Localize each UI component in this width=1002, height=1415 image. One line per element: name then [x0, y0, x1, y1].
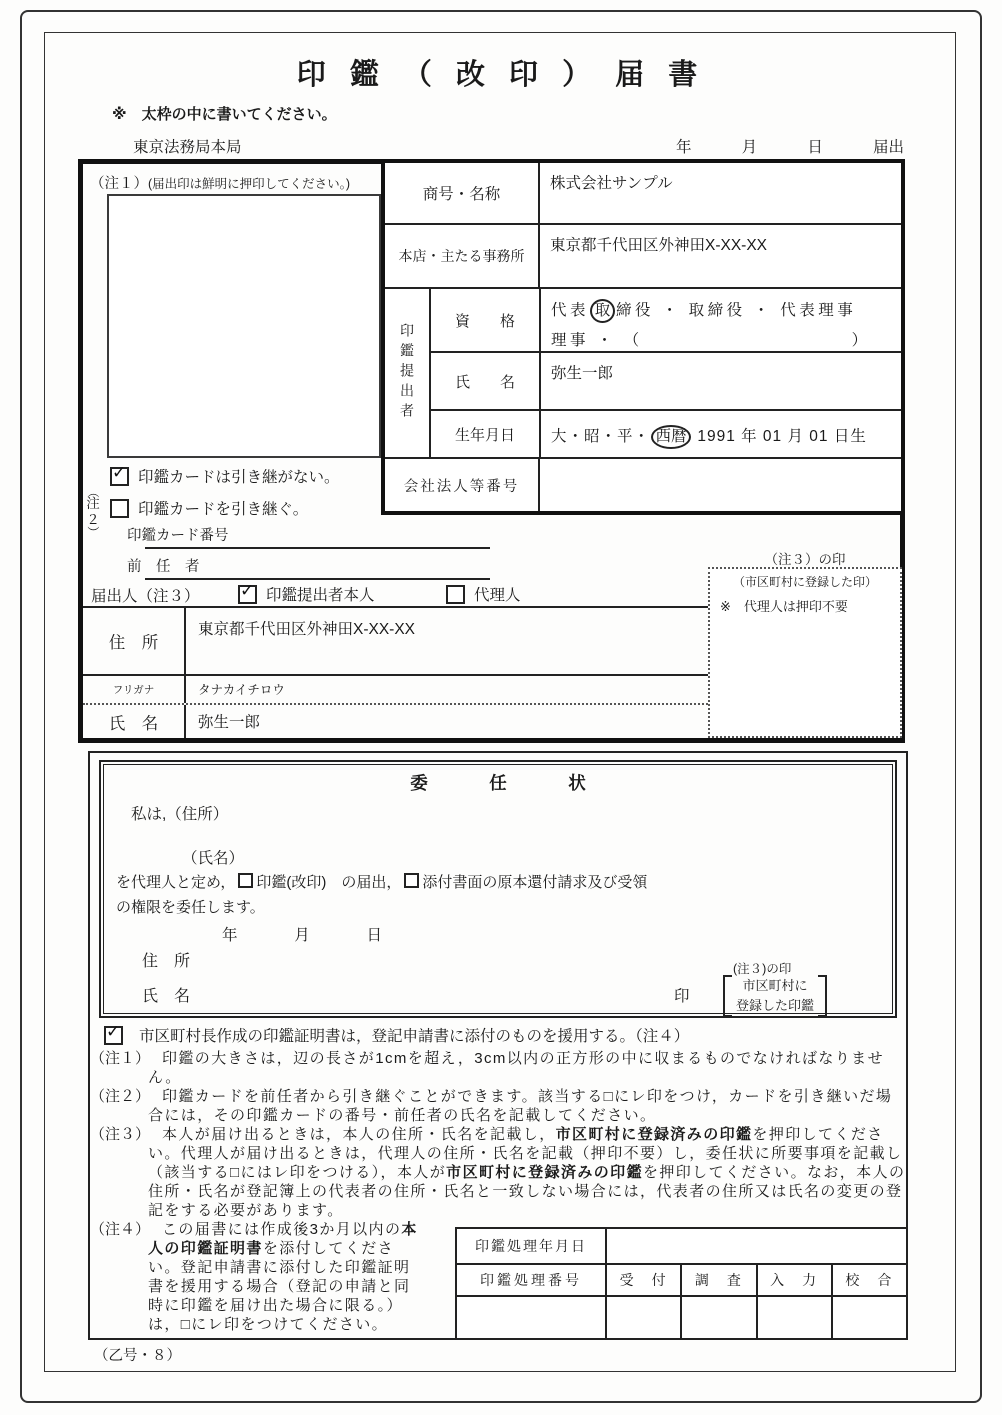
seal-impression-header	[90, 172, 350, 193]
bold-frame-instruction: ※ 太枠の中に書いてください。	[112, 106, 337, 123]
qualification-post: 締役 ・ 取締役 ・ 代表理事	[616, 302, 857, 319]
processing-number-value[interactable]	[457, 1297, 607, 1338]
corporate-number-value[interactable]	[540, 459, 901, 511]
note3-seal-line2: ※ 代理人は押印不要	[720, 599, 848, 614]
date-month-label: 月	[741, 139, 758, 156]
processing-col-input: 入 力	[758, 1265, 833, 1295]
poa-line3-pre: を代理人と定め，	[116, 874, 236, 891]
poa-line2: （氏名）	[182, 850, 245, 867]
date-day-label: 日	[807, 139, 823, 156]
submission-date-line	[676, 135, 904, 157]
poa-date-month: 月	[294, 927, 310, 944]
address-row	[83, 608, 708, 676]
note-1	[90, 1049, 906, 1087]
qualification-label: 資 格	[431, 289, 541, 351]
note1-ref-label: （注１）	[90, 176, 148, 192]
certificate-reuse-row	[104, 1024, 689, 1046]
date-submit-label: 届出	[872, 139, 904, 156]
name-label: 氏 名	[83, 705, 186, 738]
processing-col-reception: 受 付	[607, 1265, 682, 1295]
note-3	[90, 1125, 906, 1220]
poa-address-label: 住 所	[142, 953, 191, 970]
processing-date-label: 印鑑処理年月日	[457, 1229, 607, 1263]
corporate-number-row	[385, 459, 901, 511]
representative-name-label: 氏 名	[431, 353, 541, 409]
bracket-left-icon	[723, 975, 732, 1017]
processing-number-label: 印鑑処理番号	[457, 1265, 607, 1295]
seal-card-number-field[interactable]	[145, 527, 490, 549]
applicant-agent-label: 代理人	[474, 587, 521, 604]
seal-card-number-label: 印鑑カード番号	[127, 528, 229, 544]
poa-seal-note-line1: 市区町村に	[742, 978, 808, 993]
poa-date-line	[222, 923, 382, 945]
note-1-label: （注１）	[90, 1050, 151, 1067]
head-office-value[interactable]: 東京都千代田区外神田X-XX-XX	[550, 237, 768, 254]
poa-date-year: 年	[222, 927, 238, 944]
processing-table	[455, 1227, 908, 1340]
applicant-self-option	[238, 583, 375, 605]
poa-line3-mid: 印鑑(改印) の届出，	[256, 874, 402, 891]
qualification-value[interactable]	[541, 289, 901, 351]
note3-seal-box[interactable]	[708, 567, 902, 738]
note-4-label: （注４）	[90, 1221, 151, 1238]
card-no-takeover-row	[110, 465, 340, 487]
submitter-group-rows	[385, 289, 901, 459]
furigana-row	[83, 676, 708, 705]
processing-date-value[interactable]	[607, 1229, 906, 1263]
seal-impression-hint: (届出印は鮮明に押印してください。)	[148, 177, 351, 191]
poa-line3-end: 添付書面の原本還付請求及び受領	[422, 874, 648, 891]
note2-vertical-label	[84, 485, 102, 539]
poa-line1: 私は,（住所）	[131, 806, 229, 823]
processing-col-examination: 調 査	[682, 1265, 757, 1295]
bracket-right-icon	[818, 975, 827, 1017]
company-name-label: 商号・名称	[385, 163, 540, 223]
card-takeover-row	[110, 497, 308, 519]
processing-input-cell[interactable]	[758, 1297, 833, 1338]
predecessor-field[interactable]	[145, 558, 490, 580]
checkbox-poa-document-return[interactable]	[404, 873, 419, 888]
qualification-row	[431, 289, 901, 353]
processing-collation-cell[interactable]	[833, 1297, 906, 1338]
seal-impression-box[interactable]	[107, 194, 381, 458]
note-2-text: 印鑑カードを前任者から引き継ぐことができます。該当する□にレ印をつけ，カードを引き継いだ場合には，その印鑑カードの番号・前任者の氏名を記載してください。	[148, 1088, 893, 1124]
processing-header-row	[457, 1265, 906, 1297]
name-value[interactable]: 弥生一郎	[198, 714, 261, 731]
circled-selection: 取	[590, 299, 615, 323]
submitter-group-label-cell	[385, 289, 431, 457]
applicant-address-table	[83, 606, 708, 738]
birthdate-era-options: 大・昭・平・	[551, 428, 651, 445]
birthdate-row	[431, 411, 901, 457]
note2-char1: 注	[86, 496, 100, 511]
company-name-row	[385, 163, 901, 225]
corporate-number-label: 会社法人等番号	[385, 459, 540, 511]
birthdate-label: 生年月日	[431, 411, 541, 457]
checkbox-applicant-self[interactable]	[238, 585, 257, 604]
date-year-label: 年	[676, 139, 692, 156]
poa-title: 委 任 状	[410, 773, 608, 793]
note-2	[90, 1087, 906, 1125]
note2-close-paren: ）	[85, 525, 100, 539]
note2-char2: ２	[86, 512, 100, 527]
applicant-agent-option	[446, 583, 521, 605]
poa-line3	[116, 871, 647, 892]
form-code: （乙号・８）	[94, 1348, 181, 1364]
predecessor-label: 前 任 者	[127, 559, 200, 575]
note2-open-paren: （	[85, 485, 100, 499]
checkbox-card-takeover[interactable]	[110, 499, 129, 518]
representative-name-value[interactable]: 弥生一郎	[551, 365, 614, 382]
applicant-self-label: 印鑑提出者本人	[266, 587, 375, 604]
poa-seal-mark: 印	[674, 988, 690, 1005]
submitter-info-table	[381, 159, 905, 515]
furigana-value[interactable]: タナカイチロウ	[198, 683, 285, 697]
qualification-pre: 代表	[551, 302, 590, 319]
head-office-label: 本店・主たる事務所	[385, 225, 540, 287]
furigana-label: フリガナ	[83, 676, 186, 703]
checkbox-card-no-takeover[interactable]	[110, 467, 129, 486]
name-row	[83, 705, 708, 738]
note-3-label: （注３）	[90, 1126, 151, 1143]
submitter-group-label: 印鑑提出者	[399, 323, 415, 423]
card-takeover-label: 印鑑カードを引き継ぐ。	[138, 501, 309, 518]
processing-date-row	[457, 1229, 906, 1265]
poa-seal-note-title: (注３)の印	[733, 962, 792, 976]
processing-col-collation: 校 合	[845, 1272, 894, 1288]
applicant-label: 届出人（注３）	[91, 588, 200, 605]
registry-office-name: 東京法務局本局	[133, 139, 242, 156]
certificate-reuse-label: 市区町村長作成の印鑑証明書は，登記申請書に添付のものを援用する。（注４）	[139, 1028, 690, 1045]
checkbox-certificate-reuse[interactable]	[104, 1026, 123, 1045]
representative-name-row	[431, 353, 901, 411]
note-3-text: 本人が届け出るときは，本人の住所・氏名を記載し，市区町村に登録済みの印鑑を押印してください。代理人が届け出るときは，代理人の住所・氏名を記載（押印不要）し，委任状に所要事項を記載し（該当する□にはレ印をつける），本人が市区町村に登録済みの印鑑を押印してください。なお，本人の住所・氏名が登記簿上の代表者の住所・氏名と一致しない場合には，代表者の住所又は氏名の変更の登記をする必要があります。	[148, 1126, 906, 1219]
note3-seal-line1: （市区町村に登録した印）	[732, 575, 877, 589]
address-label: 住 所	[83, 608, 186, 674]
card-no-takeover-label: 印鑑カードは引き継がない。	[138, 469, 340, 486]
poa-date-day: 日	[366, 927, 382, 944]
form-title: 印 鑑 （ 改 印 ） 届 書	[296, 59, 706, 91]
birthdate-value[interactable]	[541, 411, 901, 457]
processing-reception-cell[interactable]	[607, 1297, 682, 1338]
poa-name-label: 氏 名	[142, 988, 191, 1005]
note-2-label: （注２）	[90, 1088, 151, 1105]
address-value[interactable]: 東京都千代田区外神田X-XX-XX	[198, 621, 416, 638]
checkbox-applicant-agent[interactable]	[446, 585, 465, 604]
birthdate-date-text: 1991 年 01 月 01 日生	[697, 428, 867, 445]
poa-seal-note-line2: 登録した印鑑	[736, 998, 815, 1013]
checkbox-poa-seal-notification[interactable]	[238, 873, 253, 888]
note-4-text: この届書には作成後3か月以内の本人の印鑑証明書を添付してください。登記申請書に添付した印鑑証明書を援用する場合（登記の申請と同時に印鑑を届け出た場合に限る。）は，□にレ印をつけてください。	[148, 1221, 418, 1333]
qualification-line1	[551, 298, 891, 323]
qualification-line2: 理事 ・ （ ）	[551, 332, 871, 349]
company-name-value[interactable]: 株式会社サンプル	[550, 175, 673, 192]
note3-seal-title: （注３）の印	[764, 552, 846, 567]
processing-empty-row	[457, 1297, 906, 1338]
registered-seal-bracket-note	[723, 975, 827, 1017]
poa-line4: の権限を委任します。	[116, 899, 265, 916]
note-1-text: 印鑑の大きさは，辺の長さが1cmを超え，3cm以内の正方形の中に収まるものでなければなりません。	[148, 1050, 884, 1086]
processing-examination-cell[interactable]	[682, 1297, 757, 1338]
circled-era-selection: 西暦	[651, 425, 691, 449]
head-office-row	[385, 225, 901, 289]
